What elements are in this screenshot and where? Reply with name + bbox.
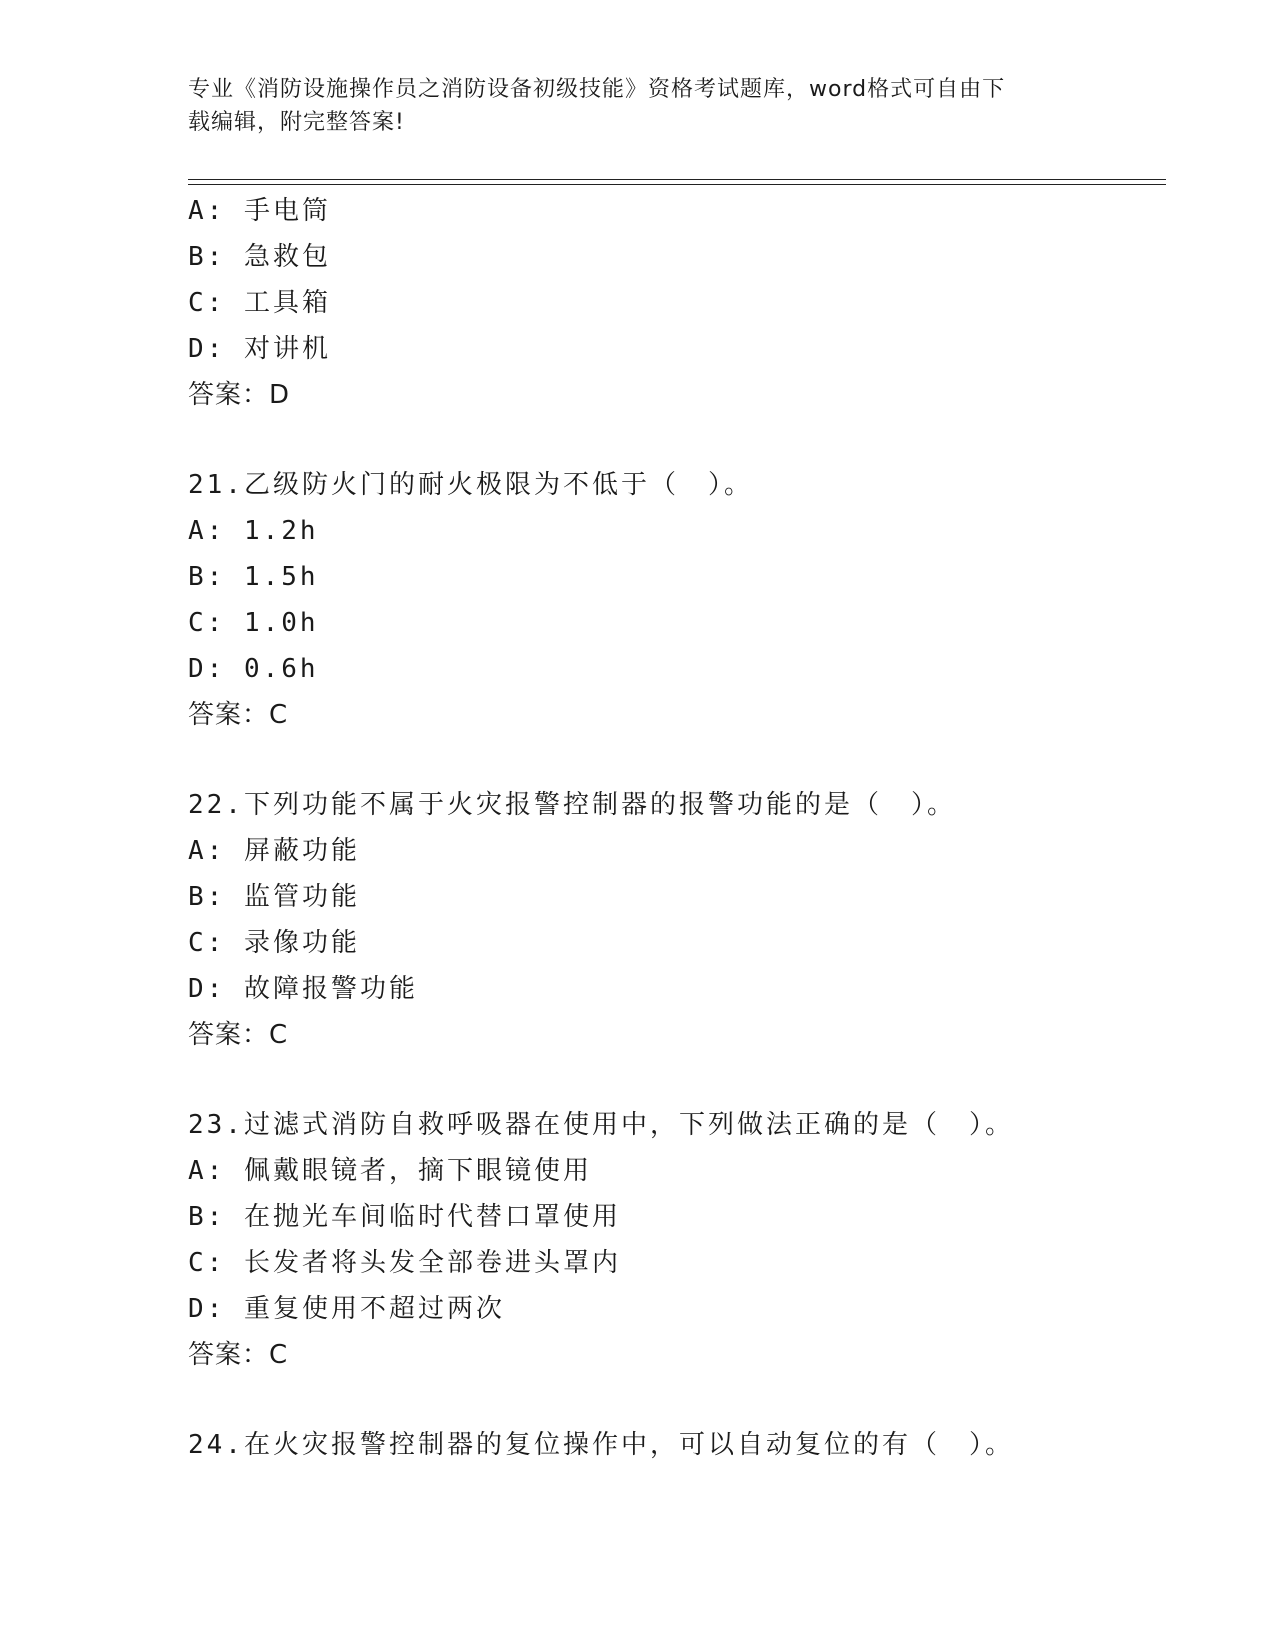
option-c: C: 长发者将头发全部卷进头罩内: [188, 1248, 621, 1278]
question-stem: 23.过滤式消防自救呼吸器在使用中，下列做法正确的是（ ）。: [188, 1110, 1014, 1140]
question-block-23: [188, 1102, 1168, 1378]
header-divider-top: [188, 179, 1166, 180]
header-divider-bottom: [188, 184, 1166, 185]
answer-text: 答案：C: [188, 1340, 289, 1370]
option-c: C: 录像功能: [188, 928, 360, 958]
option-a: A: 屏蔽功能: [188, 836, 360, 866]
question-block-21: [188, 462, 1168, 738]
question-stem: 22.下列功能不属于火灾报警控制器的报警功能的是（ ）。: [188, 790, 956, 820]
answer-text: 答案：D: [188, 380, 291, 410]
question-stem: 24.在火灾报警控制器的复位操作中，可以自动复位的有（ ）。: [188, 1430, 1014, 1460]
option-d: D: 0.6h: [188, 654, 319, 684]
option-b: B: 急救包: [188, 242, 331, 272]
question-list: [188, 188, 1168, 1468]
option-c: C: 工具箱: [188, 288, 331, 318]
option-a: A: 手电筒: [188, 196, 331, 226]
option-a: A: 佩戴眼镜者，摘下眼镜使用: [188, 1156, 592, 1186]
question-block-20: [188, 188, 1168, 418]
question-stem: 21.乙级防火门的耐火极限为不低于（ ）。: [188, 470, 753, 500]
option-b: B: 监管功能: [188, 882, 360, 912]
question-block-24: [188, 1422, 1168, 1468]
option-b: B: 在抛光车间临时代替口罩使用: [188, 1202, 621, 1232]
document-header: [188, 73, 1088, 139]
option-d: D: 故障报警功能: [188, 974, 418, 1004]
answer-text: 答案：C: [188, 700, 289, 730]
option-a: A: 1.2h: [188, 516, 319, 546]
header-line-1: 专业《消防设施操作员之消防设备初级技能》资格考试题库，word格式可自由下: [188, 77, 1006, 102]
option-b: B: 1.5h: [188, 562, 319, 592]
header-line-2: 载编辑，附完整答案!: [188, 110, 405, 135]
question-block-22: [188, 782, 1168, 1058]
option-d: D: 重复使用不超过两次: [188, 1294, 505, 1324]
option-c: C: 1.0h: [188, 608, 319, 638]
option-d: D: 对讲机: [188, 334, 331, 364]
answer-text: 答案：C: [188, 1020, 289, 1050]
